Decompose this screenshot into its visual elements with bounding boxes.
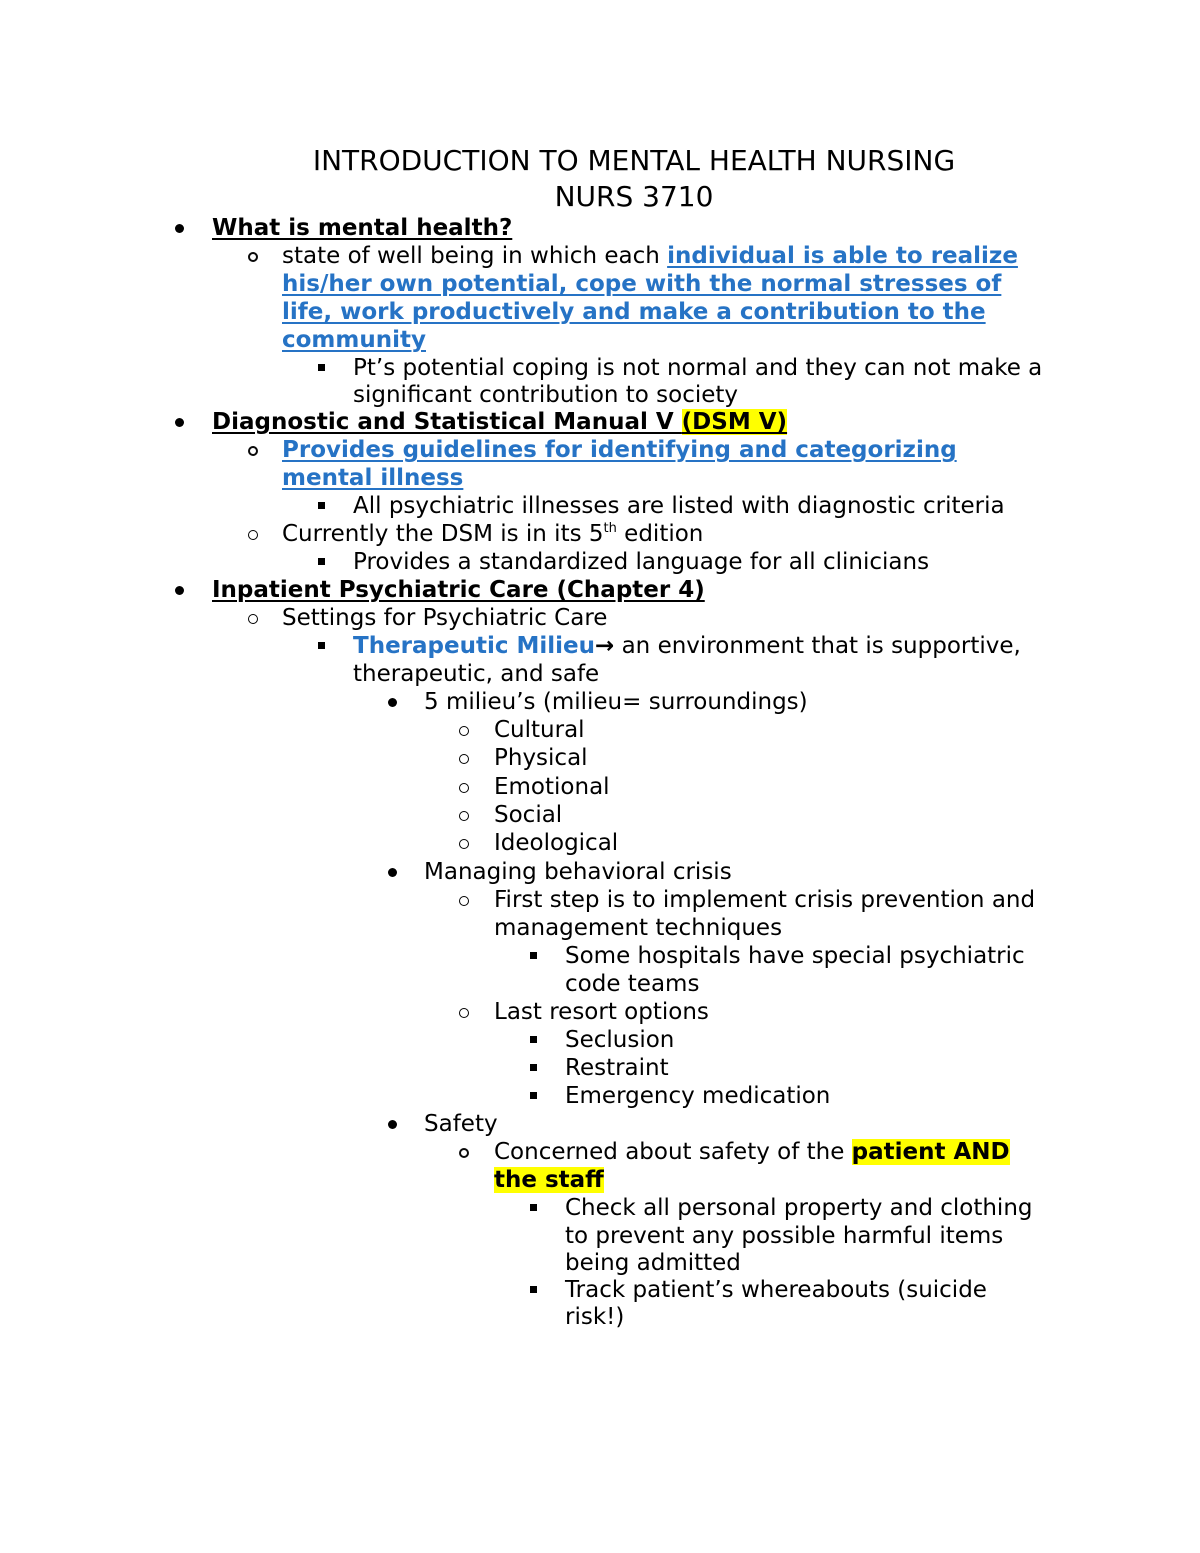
milieu-item: Physical: [494, 745, 588, 771]
dsm-guideline-sub: All psychiatric illnesses are listed with diagnostic criteria: [353, 493, 1005, 519]
last-resort-line: Last resort options: [494, 999, 709, 1025]
crisis-first-line-1: First step is to implement crisis prevention and: [494, 887, 1036, 913]
milieu-line-1: [353, 632, 1021, 660]
safety-check-line-3: being admitted: [565, 1250, 741, 1276]
milieu-desc: an environment that is supportive,: [614, 633, 1021, 659]
last-resort-item: Seclusion: [565, 1027, 675, 1053]
heading-inpatient: Inpatient Psychiatric Care (Chapter 4): [212, 577, 705, 603]
pt-coping-line-2: significant contribution to society: [353, 382, 739, 408]
safety-check-line-2: to prevent any possible harmful items: [565, 1223, 1004, 1249]
milieu-item: Ideological: [494, 830, 619, 856]
course-code: NURS 3710: [554, 180, 714, 213]
definition-line-3: life, work productively and make a contribution to the: [282, 299, 986, 325]
five-milieus: 5 milieu’s (milieu= surroundings): [424, 689, 808, 715]
definition-prefix: state of well being in which each: [282, 243, 668, 269]
heading-mental-health: What is mental health?: [212, 215, 513, 241]
milieu-item: Cultural: [494, 717, 585, 743]
crisis-code-line-2: code teams: [565, 971, 700, 997]
safety-concern-prefix: Concerned about safety of the: [494, 1139, 852, 1165]
safety-track-line-1: Track patient’s whereabouts (suicide: [565, 1277, 987, 1303]
heading-dsm: [212, 408, 787, 436]
crisis-line: Managing behavioral crisis: [424, 859, 732, 885]
dsm-edition: [282, 520, 703, 548]
milieu-label: Therapeutic Milieu: [353, 633, 595, 659]
last-resort-item: Emergency medication: [565, 1083, 831, 1109]
safety-concern-line-2: [494, 1166, 604, 1194]
definition-emphasis-1: individual is able to realize: [667, 243, 1018, 269]
dsm-edition-suffix: edition: [616, 521, 704, 547]
document-title: INTRODUCTION TO MENTAL HEALTH NURSING: [312, 144, 956, 177]
pt-coping-line-1: Pt’s potential coping is not normal and they can not make a: [353, 355, 1043, 381]
safety-concern-highlight: patient AND: [851, 1139, 1010, 1165]
dsm-guideline-line-1: Provides guidelines for identifying and categorizing: [282, 437, 957, 463]
definition-line-1: [282, 242, 1018, 270]
safety-line: Safety: [424, 1111, 498, 1137]
dsm-edition-sup: th: [603, 521, 617, 536]
safety-concern-highlight: the staff: [494, 1167, 604, 1193]
milieu-line-2: therapeutic, and safe: [353, 661, 600, 687]
dsm-edition-sub: Provides a standardized language for all clinicians: [353, 549, 930, 575]
safety-track-line-2: risk!): [565, 1304, 625, 1330]
dsm-guideline-line-2: mental illness: [282, 465, 464, 491]
milieu-item: Emotional: [494, 774, 610, 800]
last-resort-item: Restraint: [565, 1055, 669, 1081]
milieu-item: Social: [494, 802, 563, 828]
dsm-heading-text: Diagnostic and Statistical Manual V: [212, 409, 682, 435]
dsm-heading-highlight: (DSM V): [681, 409, 788, 435]
crisis-first-line-2: management techniques: [494, 915, 783, 941]
dsm-edition-prefix: Currently the DSM is in its 5: [282, 521, 604, 547]
definition-line-2: his/her own potential, cope with the normal stresses of: [282, 271, 1002, 297]
safety-check-line-1: Check all personal property and clothing: [565, 1195, 1033, 1221]
definition-line-4: community: [282, 327, 426, 353]
arrow-right-icon: →: [595, 633, 615, 659]
safety-concern-line-1: [494, 1138, 1010, 1166]
crisis-code-line-1: Some hospitals have special psychiatric: [565, 943, 1025, 969]
settings-line: Settings for Psychiatric Care: [282, 605, 608, 631]
